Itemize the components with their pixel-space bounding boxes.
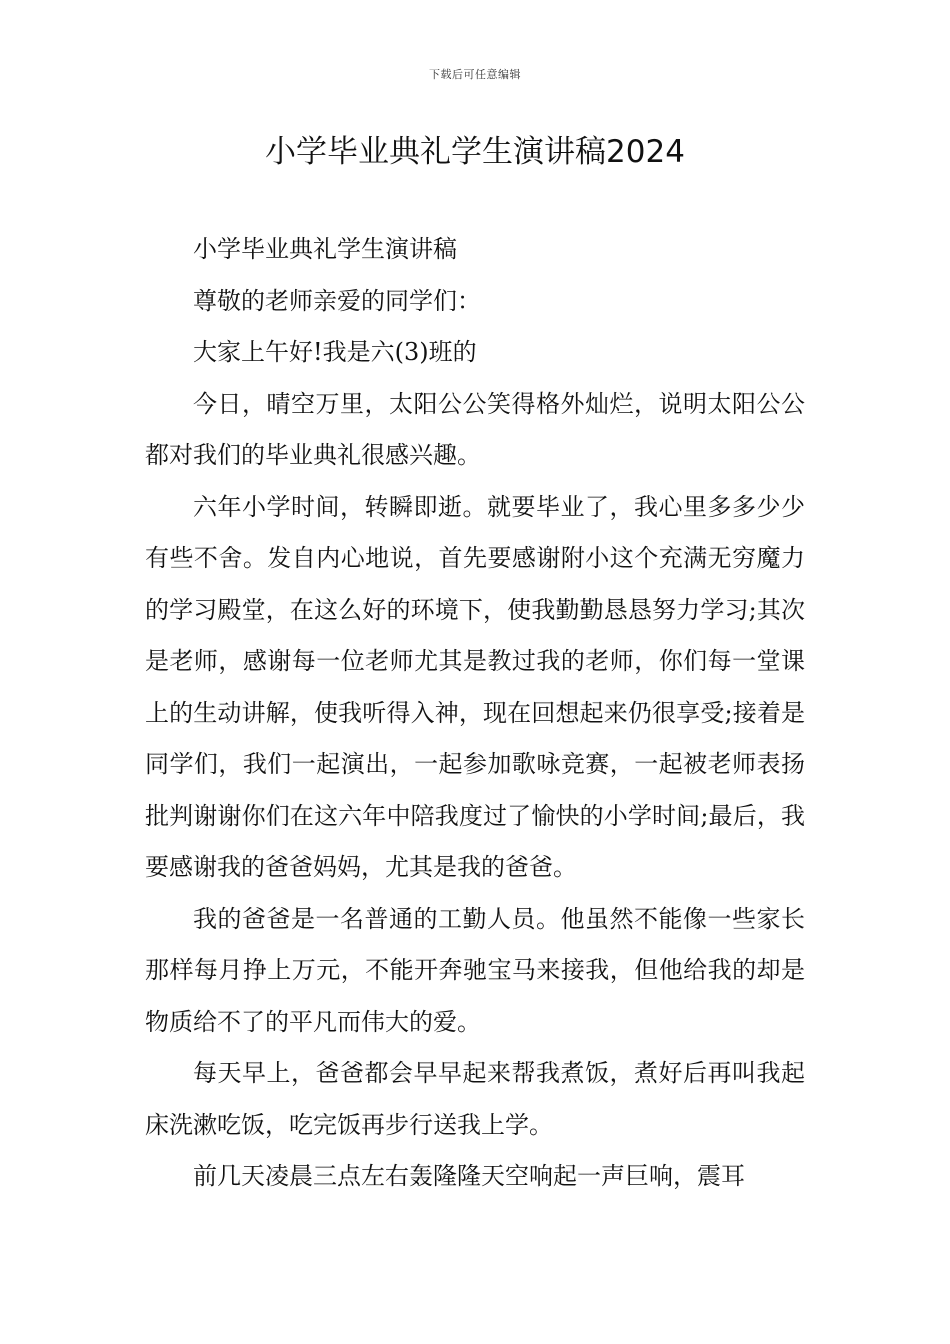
paragraph: 每天早上，爸爸都会早早起来帮我煮饭，煮好后再叫我起床洗漱吃饭，吃完饭再步行送我上学。	[145, 1059, 805, 1139]
paragraph: 今日，晴空万里，太阳公公笑得格外灿烂，说明太阳公公都对我们的毕业典礼很感兴趣。	[145, 389, 805, 469]
document-title: 小学毕业典礼学生演讲稿2024	[265, 134, 685, 170]
paragraph-salutation: 尊敬的老师亲爱的同学们：	[193, 286, 481, 315]
paragraph: 前几天凌晨三点左右轰隆隆天空响起一声巨响，震耳	[193, 1162, 745, 1190]
paragraph-greeting: 大家上午好!我是六(3)班的	[193, 338, 477, 366]
document-body	[145, 224, 805, 1203]
paragraph-subtitle: 小学毕业典礼学生演讲稿	[193, 235, 457, 263]
paragraph: 六年小学时间，转瞬即逝。就要毕业了，我心里多多少少有些不舍。发自内心地说，首先要感谢附小这个充满无穷魔力的学习殿堂，在这么好的环境下，使我勤勤恳恳努力学习;其次是老师，感谢每一位老师尤其是教过我的老师，你们每一堂课上的生动讲解，使我听得入神，现在回想起来仍很享受;接着是同学们，我们一起演出，一起参加歌咏竞赛，一起被老师表扬批判谢谢你们在这六年中陪我度过了愉快的小学时间;最后，我要感谢我的爸爸妈妈，尤其是我的爸爸。	[145, 492, 805, 881]
paragraph: 我的爸爸是一名普通的工勤人员。他虽然不能像一些家长那样每月挣上万元，不能开奔驰宝马来接我，但他给我的却是物质给不了的平凡而伟大的爱。	[145, 904, 805, 1036]
header-note: 下载后可任意编辑	[429, 68, 521, 81]
